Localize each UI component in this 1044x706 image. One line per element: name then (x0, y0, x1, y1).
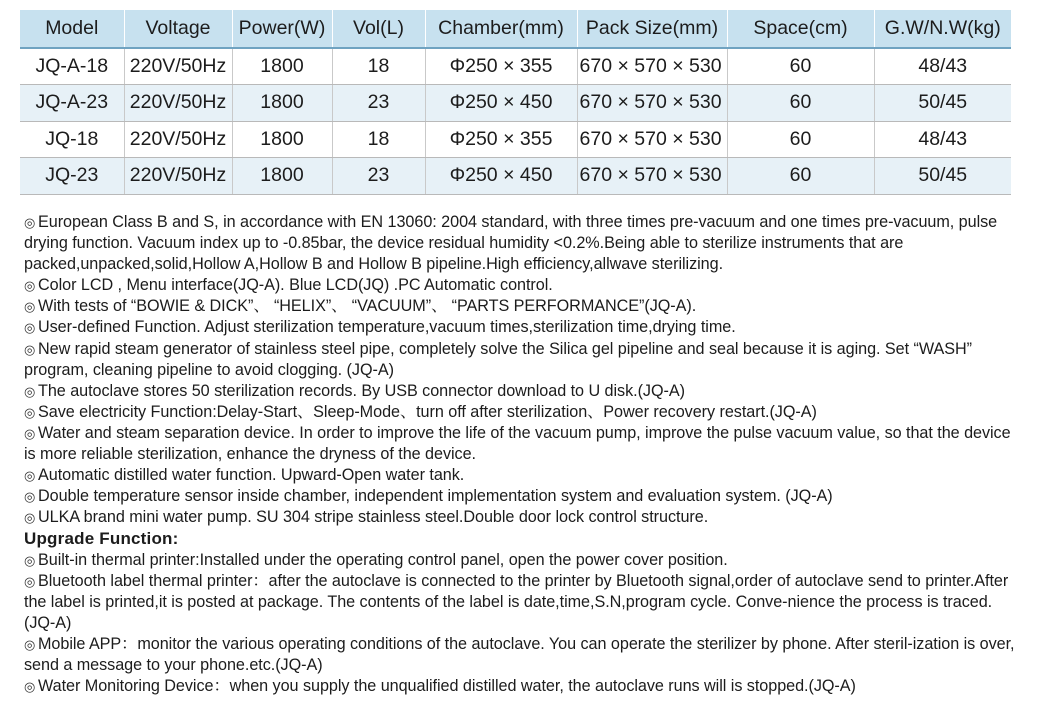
header-voltage: Voltage (124, 10, 232, 48)
header-pack-size: Pack Size(mm) (577, 10, 727, 48)
feature-item (24, 423, 1022, 465)
bullet-icon: ◎ (24, 468, 36, 484)
table-header-row (20, 10, 1011, 48)
cell-weight: 50/45 (874, 85, 1011, 122)
feature-list (24, 212, 1022, 697)
upgrade-text: Bluetooth label thermal printer：after the autoclave is connected to the printer by Bluetooth signal,order of autoclave send to printer.After the label is printed,it is posted at package. The contents of the label is date,time,S.N,program cycle. Conve-nience the process is traced.(JQ-A) (24, 571, 1009, 632)
feature-text: New rapid steam generator of stainless steel pipe, completely solve the Silica gel pipeline and seal because it is aging. Set “WASH” program, cleaning pipeline to avoid clogging. (JQ-A) (24, 339, 972, 379)
feature-text: European Class B and S, in accordance with EN 13060: 2004 standard, with three times pre-vacuum and one times pre-vacuum, pulse drying function. Vacuum index up to -0.85bar, the device residual humidity <0.2%.Being able to sterilize instruments that are packed,unpacked,solid,Hollow A,Hollow B and Hollow B pipeline.High efficiency,allwave sterilizing. (24, 213, 998, 274)
feature-text: Color LCD , Menu interface(JQ-A). Blue LCD(JQ) .PC Automatic control. (38, 276, 553, 295)
bullet-icon: ◎ (24, 278, 36, 294)
header-space: Space(cm) (727, 10, 874, 48)
cell-model: JQ-18 (20, 121, 124, 158)
bullet-icon: ◎ (24, 489, 36, 505)
cell-voltage: 220V/50Hz (124, 85, 232, 122)
bullet-icon: ◎ (24, 383, 36, 399)
cell-weight: 48/43 (874, 121, 1011, 158)
bullet-icon: ◎ (24, 679, 36, 695)
cell-weight: 48/43 (874, 48, 1011, 85)
bullet-icon: ◎ (24, 404, 36, 420)
feature-text: User-defined Function. Adjust sterilization temperature,vacuum times,sterilization time,drying time. (38, 318, 736, 337)
table-row (20, 48, 1011, 85)
cell-model: JQ-A-23 (20, 85, 124, 122)
bullet-icon: ◎ (24, 552, 36, 568)
upgrade-text: Built-in thermal printer:Installed under the operating control panel, open the power cover position. (38, 550, 728, 569)
header-weight: G.W/N.W(kg) (874, 10, 1011, 48)
upgrade-item (24, 550, 1022, 571)
cell-pack-size: 670 × 570 × 530 (577, 48, 727, 85)
header-chamber: Chamber(mm) (425, 10, 577, 48)
header-power: Power(W) (232, 10, 332, 48)
spec-table (20, 10, 1011, 195)
cell-pack-size: 670 × 570 × 530 (577, 85, 727, 122)
cell-power: 1800 (232, 85, 332, 122)
bullet-icon: ◎ (24, 573, 36, 589)
cell-voltage: 220V/50Hz (124, 121, 232, 158)
cell-voltage: 220V/50Hz (124, 48, 232, 85)
cell-pack-size: 670 × 570 × 530 (577, 121, 727, 158)
header-vol: Vol(L) (332, 10, 425, 48)
cell-voltage: 220V/50Hz (124, 158, 232, 195)
upgrade-item (24, 634, 1022, 676)
feature-item (24, 465, 1022, 486)
table-row (20, 121, 1011, 158)
cell-vol: 18 (332, 48, 425, 85)
cell-pack-size: 670 × 570 × 530 (577, 158, 727, 195)
feature-item (24, 212, 1022, 275)
cell-chamber: Φ250 × 450 (425, 85, 577, 122)
cell-weight: 50/45 (874, 158, 1011, 195)
cell-power: 1800 (232, 121, 332, 158)
bullet-icon: ◎ (24, 215, 36, 230)
feature-text: Automatic distilled water function. Upward-Open water tank. (38, 466, 465, 485)
bullet-icon: ◎ (24, 425, 36, 441)
upgrade-item (24, 676, 1022, 697)
cell-space: 60 (727, 85, 874, 122)
feature-text: Save electricity Function:Delay-Start、Sleep-Mode、turn off after sterilization、Power recovery restart.(JQ-A) (38, 402, 817, 421)
upgrade-item (24, 571, 1022, 634)
header-model: Model (20, 10, 124, 48)
feature-text: ULKA brand mini water pump. SU 304 stripe stainless steel.Double door lock control structure. (38, 508, 709, 527)
cell-vol: 18 (332, 121, 425, 158)
cell-chamber: Φ250 × 355 (425, 121, 577, 158)
upgrade-heading: Upgrade Function: (24, 529, 179, 549)
feature-item (24, 381, 1022, 402)
cell-power: 1800 (232, 158, 332, 195)
feature-item (24, 339, 1022, 381)
upgrade-text: Mobile APP：monitor the various operating conditions of the autoclave. You can operate the sterilizer by phone. After steril-ization is over, send a message to your phone.etc.(JQ-A) (24, 634, 1015, 674)
cell-vol: 23 (332, 158, 425, 195)
feature-text: Water and steam separation device. In order to improve the life of the vacuum pump, improve the pulse vacuum value, so that the device is more reliable sterilization, enhance the dryness of the device. (24, 423, 1011, 464)
cell-model: JQ-A-18 (20, 48, 124, 85)
cell-chamber: Φ250 × 450 (425, 158, 577, 195)
cell-chamber: Φ250 × 355 (425, 48, 577, 85)
feature-item (24, 486, 1022, 507)
feature-item (24, 402, 1022, 423)
cell-model: JQ-23 (20, 158, 124, 195)
feature-text: With tests of “BOWIE & DICK”、 “HELIX”、 “VACUUM”、 “PARTS PERFORMANCE”(JQ-A). (38, 297, 697, 316)
bullet-icon: ◎ (24, 299, 36, 315)
table-row (20, 85, 1011, 122)
feature-item (24, 296, 1022, 317)
cell-vol: 23 (332, 85, 425, 122)
upgrade-text: Water Monitoring Device：when you supply the unqualified distilled water, the autoclave runs will is stopped.(JQ-A) (38, 677, 856, 696)
feature-text: The autoclave stores 50 sterilization records. By USB connector download to U disk.(JQ-A) (38, 381, 685, 400)
cell-space: 60 (727, 158, 874, 195)
cell-power: 1800 (232, 48, 332, 85)
cell-space: 60 (727, 48, 874, 85)
bullet-icon: ◎ (24, 510, 36, 526)
feature-item (24, 507, 1022, 528)
table-row (20, 158, 1011, 195)
bullet-icon: ◎ (24, 636, 36, 652)
feature-item (24, 275, 1022, 296)
feature-item (24, 317, 1022, 338)
cell-space: 60 (727, 121, 874, 158)
bullet-icon: ◎ (24, 341, 36, 357)
feature-text: Double temperature sensor inside chamber, independent implementation system and evaluation system. (JQ-A) (38, 487, 833, 506)
bullet-icon: ◎ (24, 320, 36, 336)
